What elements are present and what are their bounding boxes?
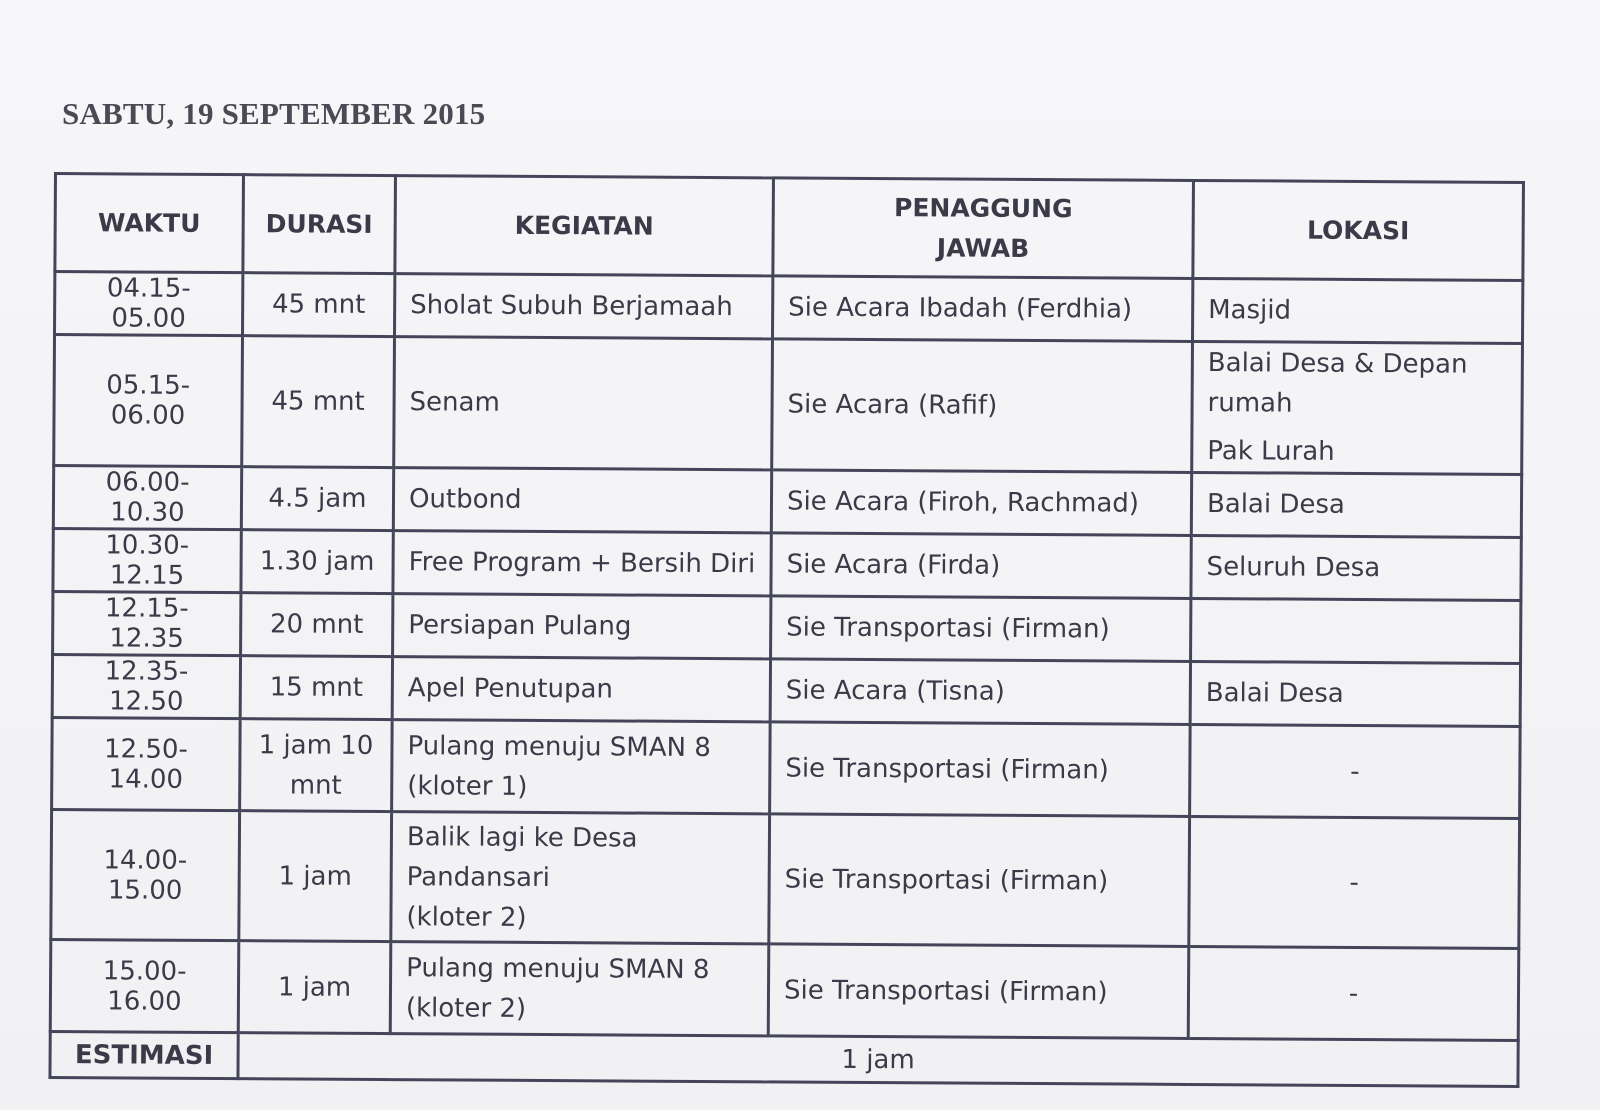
cell-kegiatan <box>390 942 769 1036</box>
kegiatan-line: Apel Penutupan <box>407 673 614 705</box>
lokasi-line <box>1206 630 1505 632</box>
cell-waktu: 10.30-12.15 <box>53 529 241 593</box>
cell-durasi <box>241 593 393 657</box>
durasi-line: 4.5 jam <box>268 483 367 514</box>
cell-waktu: 12.15-12.35 <box>53 592 241 656</box>
kegiatan-line: Balik lagi ke Desa <box>406 821 638 854</box>
lokasi-line: Masjid <box>1208 295 1292 326</box>
header-penanggung-jawab <box>773 178 1194 279</box>
lokasi-line: rumah <box>1207 388 1293 419</box>
cell-lokasi <box>1191 472 1521 537</box>
header-penanggung-line2: JAWAB <box>936 232 1030 263</box>
table-row <box>52 717 1521 818</box>
cell-lokasi <box>1190 661 1520 726</box>
cell-penanggung-jawab: Sie Acara (Firoh, Rachmad) <box>771 470 1191 536</box>
durasi-line: 1 jam <box>278 860 352 892</box>
cell-lokasi <box>1189 816 1520 948</box>
lokasi-line: Balai Desa <box>1205 678 1344 709</box>
lokasi-line: - <box>1348 978 1359 1009</box>
cell-kegiatan <box>393 468 771 533</box>
cell-penanggung-jawab: Sie Transportasi (Firman) <box>771 596 1191 662</box>
page-title: SABTU, 19 SEPTEMBER 2015 <box>62 96 486 131</box>
cell-durasi <box>240 719 393 812</box>
table-body <box>50 272 1523 1041</box>
cell-lokasi <box>1191 598 1521 663</box>
lokasi-line: Balai Desa <box>1206 489 1346 520</box>
cell-durasi <box>240 656 392 720</box>
table-row <box>51 809 1520 948</box>
cell-kegiatan <box>393 594 771 659</box>
estimasi-row <box>50 1031 1518 1086</box>
cell-lokasi <box>1190 724 1521 818</box>
table-row <box>53 529 1521 601</box>
cell-kegiatan <box>395 274 773 339</box>
cell-lokasi <box>1192 278 1522 343</box>
table-row <box>53 592 1521 664</box>
kegiatan-line: Pandansari <box>406 861 551 893</box>
cell-penanggung-jawab: Sie Acara (Rafif) <box>772 339 1193 473</box>
cell-waktu: 14.00-15.00 <box>51 809 240 940</box>
cell-penanggung-jawab: Sie Transportasi (Firman) <box>770 722 1191 817</box>
cell-durasi <box>243 273 395 337</box>
cell-waktu: 04.15-05.00 <box>55 272 243 336</box>
lokasi-line: Balai Desa & Depan <box>1207 348 1468 380</box>
table-row <box>53 466 1521 538</box>
cell-penanggung-jawab: Sie Transportasi (Firman) <box>768 944 1189 1039</box>
header-lokasi: LOKASI <box>1193 180 1524 280</box>
lokasi-line: Seluruh Desa <box>1206 552 1381 584</box>
lokasi-line: Pak Lurah <box>1207 436 1335 467</box>
kegiatan-line: Pulang menuju SMAN 8 <box>407 730 711 763</box>
cell-durasi <box>242 336 395 468</box>
durasi-line: 1 jam 10 <box>258 729 374 761</box>
table-row <box>54 335 1523 475</box>
table-row <box>55 272 1523 344</box>
cell-penanggung-jawab: Sie Transportasi (Firman) <box>769 814 1190 947</box>
kegiatan-line: Sholat Subuh Berjamaah <box>410 290 733 323</box>
durasi-line: 20 mnt <box>269 609 364 640</box>
cell-durasi <box>239 811 392 942</box>
table-row <box>52 655 1520 727</box>
cell-durasi <box>241 467 393 531</box>
durasi-line: 1.30 jam <box>259 546 375 577</box>
table-row <box>50 939 1519 1040</box>
cell-kegiatan <box>394 337 773 470</box>
kegiatan-line: Outbond <box>408 484 522 515</box>
cell-durasi <box>241 530 393 594</box>
header-kegiatan: KEGIATAN <box>395 176 774 276</box>
cell-penanggung-jawab: Sie Acara Ibadah (Ferdhia) <box>772 276 1192 342</box>
lokasi-line: - <box>1350 756 1360 787</box>
cell-waktu: 12.35-12.50 <box>52 655 240 719</box>
cell-waktu: 05.15-06.00 <box>54 335 243 467</box>
cell-lokasi <box>1192 341 1523 474</box>
durasi-line: 1 jam <box>277 971 352 1003</box>
cell-kegiatan <box>393 531 771 596</box>
header-waktu: WAKTU <box>55 174 244 273</box>
kegiatan-line: Free Program + Bersih Diri <box>408 547 756 580</box>
kegiatan-line: Senam <box>409 387 500 418</box>
table-header-row <box>55 174 1524 281</box>
kegiatan-line: (kloter 2) <box>405 992 527 1024</box>
cell-penanggung-jawab: Sie Acara (Tisna) <box>770 659 1190 725</box>
lokasi-line: - <box>1349 867 1359 898</box>
cell-penanggung-jawab: Sie Acara (Firda) <box>771 533 1191 599</box>
cell-waktu: 15.00-16.00 <box>50 939 239 1032</box>
cell-kegiatan <box>392 657 770 722</box>
cell-lokasi <box>1191 535 1521 600</box>
kegiatan-line: Persiapan Pulang <box>408 610 632 642</box>
cell-kegiatan <box>392 720 771 814</box>
header-penanggung-line1: PENAGGUNG <box>893 192 1073 223</box>
durasi-line: mnt <box>289 769 342 801</box>
cell-durasi <box>238 941 391 1034</box>
estimasi-label: ESTIMASI <box>50 1031 238 1078</box>
estimasi-value: 1 jam <box>238 1033 1518 1087</box>
durasi-line: 45 mnt <box>271 289 366 320</box>
kegiatan-line: Pulang menuju SMAN 8 <box>406 952 710 985</box>
schedule-table <box>48 172 1525 1088</box>
durasi-line: 45 mnt <box>271 386 365 417</box>
header-durasi: DURASI <box>243 175 396 274</box>
durasi-line: 15 mnt <box>269 672 364 703</box>
cell-waktu: 12.50-14.00 <box>52 717 241 810</box>
cell-lokasi <box>1188 946 1519 1040</box>
kegiatan-line: (kloter 2) <box>406 901 527 933</box>
cell-kegiatan <box>391 812 770 944</box>
cell-waktu: 06.00-10.30 <box>53 466 241 530</box>
kegiatan-line: (kloter 1) <box>407 770 528 802</box>
